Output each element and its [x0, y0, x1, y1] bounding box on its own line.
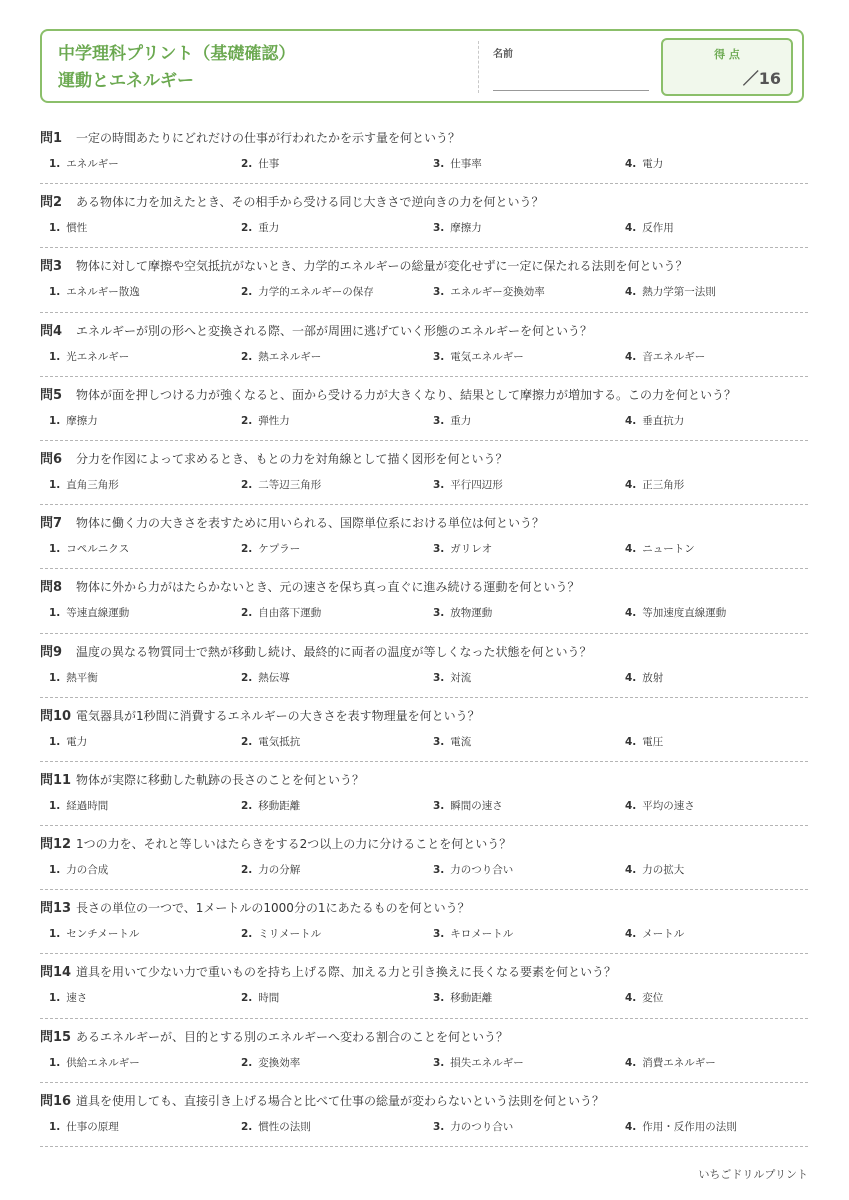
answer-choice [49, 734, 87, 749]
question-text: 物体に外から力がはたらかないとき、元の速さを保ち真っ直ぐに進み続ける運動を何という？ [76, 580, 580, 595]
choice-text: 摩擦力 [450, 222, 482, 235]
question-item [40, 1019, 808, 1083]
answer-choice [625, 284, 716, 299]
question-text: 物体に働く力の大きさを表すために用いられる、国際単位系における単位は何という？ [76, 516, 545, 531]
choice-text: エネルギー変換効率 [450, 286, 545, 299]
question-number: 問2 [40, 195, 63, 211]
choice-text: キロメートル [450, 928, 514, 941]
question-line [40, 641, 592, 660]
choice-number: 2. [241, 607, 253, 620]
choice-text: 熱伝導 [258, 671, 290, 684]
answer-choice [49, 541, 129, 556]
choice-number: 1. [49, 543, 61, 556]
choice-text: 正三角形 [642, 478, 685, 491]
name-label: 名前 [493, 49, 513, 60]
answer-choice [433, 413, 471, 428]
choice-number: 2. [241, 992, 253, 1005]
answer-choice [433, 156, 482, 171]
question-item [40, 569, 808, 633]
choice-text: 電気抵抗 [258, 735, 301, 748]
choice-number: 4. [625, 799, 637, 812]
choice-number: 3. [433, 799, 445, 812]
question-line [40, 833, 511, 852]
question-line [40, 320, 592, 339]
question-line [40, 961, 616, 980]
answer-choice [241, 413, 290, 428]
choice-text: 熱エネルギー [258, 350, 322, 363]
choice-text: 時間 [258, 992, 280, 1005]
answer-choice [625, 862, 684, 877]
choice-text: 力学的エネルギーの保存 [258, 286, 374, 299]
choice-number: 3. [433, 735, 445, 748]
answer-choice [625, 605, 726, 620]
answer-choice [625, 477, 684, 492]
choice-number: 2. [241, 928, 253, 941]
choice-number: 3. [433, 543, 445, 556]
choice-number: 3. [433, 864, 445, 877]
choice-number: 3. [433, 671, 445, 684]
choice-list [49, 605, 808, 623]
answer-choice [241, 670, 290, 685]
answer-choice [241, 926, 321, 941]
answer-choice [241, 284, 374, 299]
question-item [40, 698, 808, 762]
choice-number: 1. [49, 286, 61, 299]
question-line [40, 1026, 508, 1045]
choice-number: 2. [241, 222, 253, 235]
choice-number: 1. [49, 735, 61, 748]
answer-choice [241, 477, 321, 492]
choice-text: 力のつり合い [450, 1120, 514, 1133]
choice-number: 2. [241, 350, 253, 363]
choice-number: 1. [49, 864, 61, 877]
choice-text: 慣性 [66, 222, 88, 235]
choice-text: 電気エネルギー [450, 350, 524, 363]
header-divider [478, 41, 479, 93]
answer-choice [241, 156, 279, 171]
choice-text: エネルギー散逸 [66, 286, 140, 299]
choice-number: 4. [625, 1120, 637, 1133]
question-text: 物体が実際に移動した軌跡の長さのことを何という？ [76, 772, 365, 787]
question-text: 温度の異なる物質同士で熱が移動し続け、最終的に両者の温度が等しくなった状態を何という？ [76, 644, 592, 659]
question-text: 一定の時間あたりにどれだけの仕事が行われたかを示す量を何という？ [76, 131, 461, 145]
choice-list [49, 926, 808, 944]
choice-text: 瞬間の速さ [450, 799, 503, 812]
choice-text: 光エネルギー [66, 350, 130, 363]
score-value: ／16 [742, 69, 781, 88]
question-number: 問1 [40, 131, 63, 146]
answer-choice [625, 1119, 737, 1134]
choice-number: 4. [625, 607, 637, 620]
choice-list [49, 284, 808, 302]
question-number: 問3 [40, 259, 63, 275]
choice-text: 力の拡大 [642, 864, 685, 877]
question-number: 問9 [40, 644, 63, 660]
answer-choice [241, 541, 300, 556]
question-text: 道具を使用しても、直接引き上げる場合と比べて仕事の総量が変わらないという法則を何という？ [76, 1093, 605, 1108]
answer-choice [49, 862, 108, 877]
answer-choice [433, 798, 503, 813]
answer-choice [241, 734, 300, 749]
choice-text: 変位 [642, 992, 664, 1005]
choice-text: ニュートン [642, 543, 695, 556]
choice-text: ミリメートル [258, 928, 322, 941]
answer-choice [241, 605, 321, 620]
choice-text: 速さ [66, 992, 88, 1005]
answer-choice [433, 670, 471, 685]
choice-number: 3. [433, 928, 445, 941]
choice-text: エネルギー [66, 158, 119, 170]
answer-choice [433, 220, 482, 235]
choice-text: 作用・反作用の法則 [642, 1120, 737, 1133]
choice-number: 3. [433, 478, 445, 491]
choice-text: 平均の速さ [642, 799, 695, 812]
question-number: 問15 [40, 1029, 72, 1045]
question-item [40, 826, 808, 890]
answer-choice [625, 670, 663, 685]
choice-number: 1. [49, 799, 61, 812]
question-line [40, 512, 544, 531]
title-line-2: 運動とエネルギー [58, 71, 194, 91]
question-text: 1つの力を、それと等しいはたらきをする2つ以上の力に分けることを何という？ [76, 837, 512, 852]
answer-choice [241, 798, 300, 813]
answer-choice [241, 990, 279, 1005]
question-number: 問8 [40, 580, 63, 596]
question-text: 物体が面を押しつける力が強くなると、面から受ける力が大きくなり、結果として摩擦力が増加する。この力を何という？ [76, 387, 737, 402]
question-text: ある物体に力を加えたとき、その相手から受ける同じ大きさで逆向きの力を何という？ [76, 195, 544, 210]
answer-choice [49, 220, 87, 235]
answer-choice [49, 1055, 140, 1070]
answer-choice [625, 156, 663, 171]
choice-list [49, 349, 808, 367]
choice-text: 移動距離 [450, 992, 493, 1005]
answer-choice [49, 798, 108, 813]
question-number: 問4 [40, 323, 63, 339]
answer-choice [625, 220, 674, 235]
choice-list [49, 1119, 808, 1137]
choice-number: 1. [49, 478, 61, 491]
choice-number: 3. [433, 414, 445, 427]
question-item [40, 634, 808, 698]
choice-text: 直角三角形 [66, 478, 119, 491]
choice-number: 1. [49, 1056, 61, 1069]
choice-number: 3. [433, 1056, 445, 1069]
choice-list [49, 798, 808, 816]
choice-number: 1. [49, 1120, 61, 1133]
choice-list [49, 990, 808, 1008]
choice-number: 1. [49, 350, 61, 363]
choice-number: 2. [241, 799, 253, 812]
choice-text: 力のつり合い [450, 864, 514, 877]
question-item [40, 890, 808, 954]
choice-number: 2. [241, 1056, 253, 1069]
choice-number: 4. [625, 478, 637, 491]
question-number: 問12 [40, 837, 72, 853]
choice-list [49, 734, 808, 752]
question-item [40, 313, 808, 377]
question-item [40, 441, 808, 505]
choice-number: 2. [241, 158, 253, 170]
choice-text: 消費エネルギー [642, 1056, 716, 1069]
answer-choice [433, 862, 513, 877]
question-item [40, 120, 808, 184]
choice-text: 自由落下運動 [258, 607, 322, 620]
choice-text: 力の分解 [258, 864, 301, 877]
answer-choice [625, 349, 705, 364]
worksheet-title [58, 41, 295, 95]
choice-number: 3. [433, 1120, 445, 1133]
choice-number: 4. [625, 928, 637, 941]
answer-choice [49, 284, 140, 299]
choice-number: 1. [49, 158, 61, 170]
choice-text: 電流 [450, 735, 472, 748]
choice-number: 2. [241, 671, 253, 684]
question-item [40, 505, 808, 569]
choice-number: 2. [241, 478, 253, 491]
choice-number: 2. [241, 1120, 253, 1133]
question-number: 問5 [40, 387, 63, 403]
choice-number: 4. [625, 286, 637, 299]
answer-choice [241, 349, 321, 364]
answer-choice [625, 1055, 716, 1070]
choice-number: 3. [433, 286, 445, 299]
choice-text: 損失エネルギー [450, 1056, 524, 1069]
choice-number: 4. [625, 992, 637, 1005]
choice-number: 4. [625, 671, 637, 684]
question-number: 問6 [40, 451, 63, 467]
question-text: 分力を作図によって求めるとき、もとの力を対角線として描く図形を何という？ [76, 451, 508, 466]
choice-text: メートル [642, 928, 685, 941]
answer-choice [625, 734, 663, 749]
answer-choice [241, 1119, 311, 1134]
question-line [40, 191, 544, 210]
answer-choice [433, 734, 471, 749]
choice-number: 4. [625, 1056, 637, 1069]
answer-choice [433, 349, 524, 364]
choice-text: 平行四辺形 [450, 478, 503, 491]
answer-choice [433, 926, 513, 941]
question-line [40, 448, 508, 467]
choice-list [49, 670, 808, 688]
choice-text: 仕事率 [450, 158, 482, 170]
choice-text: 弾性力 [258, 414, 290, 427]
question-text: 長さの単位の一つで、1メートルの1000分の1にあたるものを何という？ [76, 901, 470, 916]
score-box [661, 38, 793, 96]
answer-choice [625, 798, 695, 813]
question-text: 道具を用いて少ない力で重いものを持ち上げる際、加える力と引き換えに長くなる要素を何という？ [76, 965, 617, 980]
choice-text: 熱平衡 [66, 671, 98, 684]
question-item [40, 248, 808, 312]
question-line [40, 769, 364, 788]
choice-number: 4. [625, 350, 637, 363]
choice-number: 3. [433, 607, 445, 620]
choice-text: 電力 [642, 158, 664, 170]
choice-text: 放射 [642, 671, 664, 684]
choice-text: 重力 [258, 222, 280, 235]
choice-number: 4. [625, 414, 637, 427]
choice-number: 1. [49, 992, 61, 1005]
answer-choice [433, 1119, 513, 1134]
choice-text: 重力 [450, 414, 472, 427]
answer-choice [241, 1055, 300, 1070]
choice-text: 仕事 [258, 158, 280, 170]
choice-text: 摩擦力 [66, 414, 98, 427]
choice-text: 変換効率 [258, 1056, 301, 1069]
question-number: 問13 [40, 901, 72, 917]
answer-choice [49, 156, 119, 171]
question-number: 問11 [40, 772, 72, 788]
question-line [40, 255, 688, 274]
choice-number: 2. [241, 735, 253, 748]
question-number: 問16 [40, 1093, 72, 1109]
question-number: 問14 [40, 965, 72, 981]
answer-choice [49, 1119, 119, 1134]
question-item [40, 762, 808, 826]
choice-number: 1. [49, 222, 61, 235]
choice-text: 慣性の法則 [258, 1120, 311, 1133]
choice-text: ケプラー [258, 543, 301, 556]
choice-number: 1. [49, 671, 61, 684]
answer-choice [49, 477, 119, 492]
choice-number: 4. [625, 158, 637, 170]
choice-number: 3. [433, 158, 445, 170]
answer-choice [625, 990, 663, 1005]
choice-number: 1. [49, 928, 61, 941]
question-number: 問10 [40, 708, 72, 724]
question-line [40, 1090, 604, 1109]
answer-choice [49, 413, 98, 428]
choice-text: 電力 [66, 735, 88, 748]
choice-text: 仕事の原理 [66, 1120, 119, 1133]
choice-number: 4. [625, 735, 637, 748]
choice-list [49, 1055, 808, 1073]
choice-text: 移動距離 [258, 799, 301, 812]
answer-choice [625, 413, 684, 428]
answer-choice [433, 990, 492, 1005]
answer-choice [433, 477, 503, 492]
question-line [40, 897, 470, 916]
worksheet-header [40, 29, 804, 103]
choice-text: 供給エネルギー [66, 1056, 140, 1069]
question-text: 物体に対して摩擦や空気抵抗がないとき、力学的エネルギーの総量が変化せずに一定に保たれる法則を何という？ [76, 259, 688, 274]
choice-text: 放物運動 [450, 607, 493, 620]
choice-text: 対流 [450, 671, 472, 684]
answer-choice [433, 1055, 524, 1070]
title-line-1: 中学理科プリント（基礎確認） [58, 44, 296, 64]
choice-list [49, 541, 808, 559]
question-line [40, 576, 580, 595]
question-text: あるエネルギーが、目的とする別のエネルギーへ変わる割合のことを何という？ [76, 1029, 509, 1044]
answer-choice [49, 670, 98, 685]
choice-text: 等速直線運動 [66, 607, 130, 620]
choice-number: 1. [49, 414, 61, 427]
answer-choice [49, 605, 129, 620]
question-number: 問7 [40, 516, 63, 532]
choice-text: 反作用 [642, 222, 674, 235]
choice-text: 垂直抗力 [642, 414, 685, 427]
question-list [40, 120, 808, 1147]
choice-text: 電圧 [642, 735, 664, 748]
choice-list [49, 413, 808, 431]
choice-list [49, 156, 808, 174]
answer-choice [433, 284, 545, 299]
choice-number: 3. [433, 222, 445, 235]
choice-number: 3. [433, 350, 445, 363]
question-item [40, 184, 808, 248]
answer-choice [49, 349, 129, 364]
choice-number: 1. [49, 607, 61, 620]
answer-choice [433, 541, 492, 556]
choice-list [49, 477, 808, 495]
choice-text: ガリレオ [450, 543, 493, 556]
footer-brand: いちごドリルプリント [698, 1168, 808, 1181]
choice-number: 2. [241, 864, 253, 877]
question-line [40, 705, 480, 724]
name-field-line [493, 90, 649, 91]
answer-choice [49, 926, 139, 941]
choice-text: 二等辺三角形 [258, 478, 322, 491]
choice-number: 4. [625, 864, 637, 877]
choice-list [49, 862, 808, 880]
choice-text: 力の合成 [66, 864, 109, 877]
question-item [40, 954, 808, 1018]
choice-number: 2. [241, 543, 253, 556]
choice-text: 音エネルギー [642, 350, 706, 363]
question-line [40, 384, 736, 403]
choice-number: 2. [241, 414, 253, 427]
answer-choice [625, 926, 684, 941]
choice-number: 4. [625, 222, 637, 235]
answer-choice [49, 990, 87, 1005]
question-item [40, 377, 808, 441]
choice-text: センチメートル [66, 928, 140, 941]
question-item [40, 1083, 808, 1147]
question-line [40, 127, 460, 146]
question-text: 電気器具が1秒間に消費するエネルギーの大きさを表す物理量を何という？ [76, 708, 480, 723]
question-text: エネルギーが別の形へと変換される際、一部が周囲に逃げていく形態のエネルギーを何という？ [76, 323, 593, 338]
choice-number: 4. [625, 543, 637, 556]
choice-text: 等加速度直線運動 [642, 607, 727, 620]
choice-list [49, 220, 808, 238]
choice-number: 2. [241, 286, 253, 299]
answer-choice [241, 220, 279, 235]
answer-choice [241, 862, 300, 877]
choice-text: 経過時間 [66, 799, 109, 812]
score-label: 得 点 [714, 48, 740, 61]
answer-choice [433, 605, 492, 620]
answer-choice [625, 541, 695, 556]
choice-text: 熱力学第一法則 [642, 286, 716, 299]
choice-text: コペルニクス [66, 543, 130, 556]
choice-number: 3. [433, 992, 445, 1005]
